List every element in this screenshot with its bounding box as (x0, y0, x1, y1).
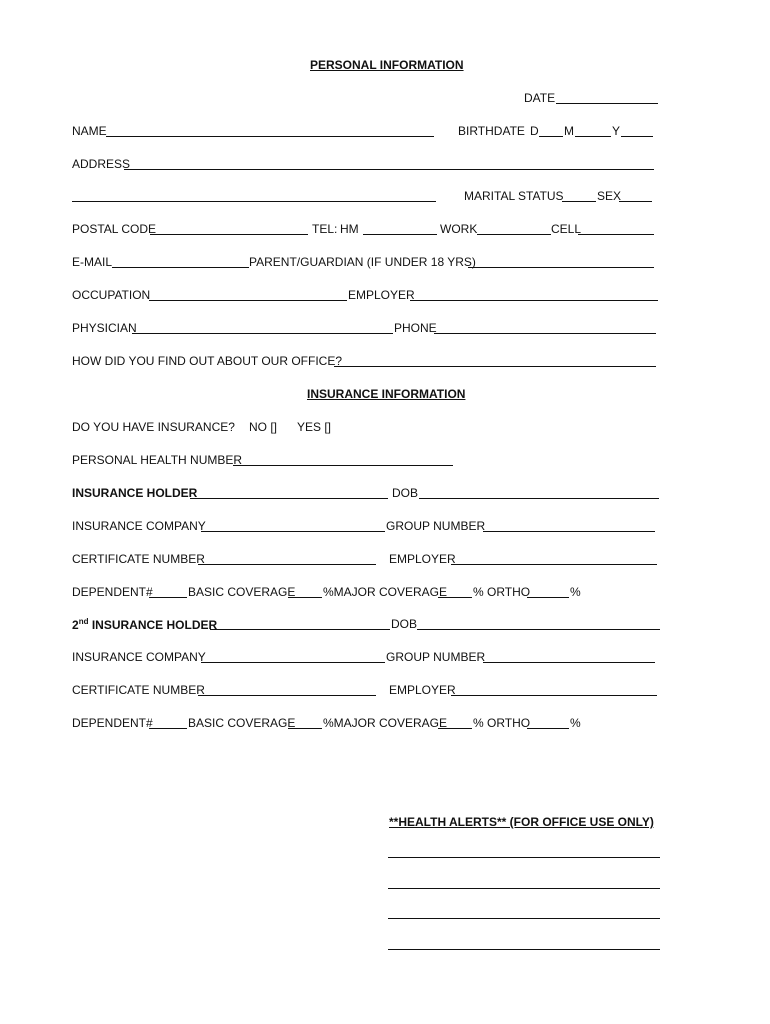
company1-label: INSURANCE COMPANY (72, 519, 206, 533)
address-label: ADDRESS (72, 157, 131, 171)
birthdate-label: BIRTHDATE (458, 124, 525, 138)
holder2-label-text: INSURANCE HOLDER (91, 618, 218, 632)
insurance-information-heading: INSURANCE INFORMATION (307, 387, 466, 401)
email-row (72, 255, 660, 273)
referral-label: HOW DID YOU FIND OUT ABOUT OUR OFFICE? (72, 354, 343, 368)
ortho1-percent: % (570, 585, 581, 599)
company1-field[interactable] (201, 519, 385, 532)
dependent2-field[interactable] (149, 716, 187, 729)
company2-field[interactable] (201, 650, 385, 663)
phone-label: PHONE (394, 321, 437, 335)
phn-row (72, 453, 660, 471)
ortho2-percent: % (570, 716, 581, 730)
sex-label: SEX (597, 189, 622, 203)
dependent1-label: DEPENDENT# (72, 585, 153, 599)
holder2-field[interactable] (210, 617, 390, 630)
physician-field[interactable] (132, 321, 393, 334)
insurance-no-checkbox[interactable]: NO [] (249, 420, 278, 434)
occupation-label: OCCUPATION (72, 288, 151, 302)
company2-row (72, 650, 660, 668)
employer2-field[interactable] (451, 683, 657, 696)
birth-month-label: M (564, 124, 574, 138)
postal-code-label: POSTAL CODE (72, 222, 157, 236)
holder2-dob-field[interactable] (417, 617, 660, 630)
tel-home-label: HM (340, 222, 359, 236)
address-row (72, 157, 660, 175)
health-alerts-heading: **HEALTH ALERTS** (FOR OFFICE USE ONLY) (389, 815, 654, 829)
coverage1-row (72, 585, 660, 603)
marital-status-field[interactable] (562, 189, 596, 202)
health-alert-line-3[interactable] (388, 918, 660, 919)
group1-field[interactable] (483, 519, 655, 532)
holder1-dob-field[interactable] (419, 486, 659, 499)
phone-field[interactable] (434, 321, 656, 334)
address-line2-field[interactable] (72, 189, 436, 202)
major1-label: %MAJOR COVERAGE (323, 585, 448, 599)
birth-year-field[interactable] (621, 124, 653, 137)
holder2-label (72, 617, 217, 632)
phn-field[interactable] (233, 453, 453, 466)
certificate1-row (72, 552, 660, 570)
physician-row (72, 321, 660, 339)
tel-cell-field[interactable] (578, 222, 654, 235)
physician-label: PHYSICIAN (72, 321, 137, 335)
employer-label: EMPLOYER (348, 288, 415, 302)
referral-field[interactable] (334, 354, 656, 367)
have-insurance-label: DO YOU HAVE INSURANCE? (72, 420, 235, 434)
health-alert-line-2[interactable] (388, 888, 660, 889)
employer-field[interactable] (410, 288, 658, 301)
ortho2-label: % ORTHO (473, 716, 531, 730)
basic2-label: BASIC COVERAGE (188, 716, 296, 730)
address-line2-row (72, 189, 660, 207)
certificate2-label: CERTIFICATE NUMBER (72, 683, 205, 697)
certificate2-field[interactable] (198, 683, 376, 696)
birth-day-field[interactable] (539, 124, 563, 137)
postal-tel-row (72, 222, 660, 240)
birth-day-label: D (530, 124, 539, 138)
email-label: E-MAIL (72, 255, 113, 269)
name-field[interactable] (106, 124, 434, 137)
certificate1-field[interactable] (198, 552, 376, 565)
ortho2-field[interactable] (527, 716, 569, 729)
tel-work-label: WORK (440, 222, 478, 236)
major2-label: %MAJOR COVERAGE (323, 716, 448, 730)
name-row (72, 124, 660, 142)
basic1-label: BASIC COVERAGE (188, 585, 296, 599)
holder1-label: INSURANCE HOLDER (72, 486, 198, 500)
ortho1-field[interactable] (527, 585, 569, 598)
date-row (72, 91, 660, 109)
tel-label: TEL: (312, 222, 338, 236)
tel-cell-label: CELL (551, 222, 582, 236)
postal-code-field[interactable] (150, 222, 308, 235)
basic2-field[interactable] (288, 716, 322, 729)
company1-row (72, 519, 660, 537)
basic1-field[interactable] (288, 585, 322, 598)
phn-label: PERSONAL HEALTH NUMBER (72, 453, 243, 467)
name-label: NAME (72, 124, 107, 138)
email-field[interactable] (112, 255, 249, 268)
group2-label: GROUP NUMBER (386, 650, 486, 664)
certificate2-row (72, 683, 660, 701)
employer2-label: EMPLOYER (389, 683, 456, 697)
tel-home-field[interactable] (363, 222, 437, 235)
holder1-dob-label: DOB (392, 486, 419, 500)
holder2-number: 2 (72, 618, 79, 632)
holder2-dob-label: DOB (391, 617, 418, 631)
health-alert-line-1[interactable] (388, 857, 660, 858)
holder2-row (72, 617, 660, 635)
date-label: DATE (524, 91, 556, 105)
major2-field[interactable] (438, 716, 472, 729)
holder2-ordinal: nd (78, 617, 89, 626)
insurance-yes-checkbox[interactable]: YES [] (297, 420, 332, 434)
occupation-row (72, 288, 660, 306)
certificate1-label: CERTIFICATE NUMBER (72, 552, 205, 566)
sex-field[interactable] (619, 189, 652, 202)
health-alert-line-4[interactable] (388, 949, 660, 950)
coverage2-row (72, 716, 660, 734)
date-field[interactable] (556, 91, 658, 104)
group2-field[interactable] (483, 650, 655, 663)
birth-month-field[interactable] (575, 124, 611, 137)
group1-label: GROUP NUMBER (386, 519, 486, 533)
major1-field[interactable] (438, 585, 472, 598)
occupation-field[interactable] (149, 288, 347, 301)
employer1-label: EMPLOYER (389, 552, 456, 566)
personal-information-heading: PERSONAL INFORMATION (310, 58, 464, 72)
holder1-row (72, 486, 660, 504)
guardian-label: PARENT/GUARDIAN (IF UNDER 18 YRS) (249, 255, 476, 269)
ortho1-label: % ORTHO (473, 585, 531, 599)
employer1-field[interactable] (451, 552, 657, 565)
dependent2-label: DEPENDENT# (72, 716, 153, 730)
guardian-field[interactable] (468, 255, 654, 268)
have-insurance-row (72, 420, 660, 438)
company2-label: INSURANCE COMPANY (72, 650, 206, 664)
holder1-field[interactable] (190, 486, 388, 499)
marital-status-label: MARITAL STATUS (464, 189, 564, 203)
address-field[interactable] (124, 157, 654, 170)
tel-work-field[interactable] (477, 222, 551, 235)
dependent1-field[interactable] (149, 585, 187, 598)
referral-row (72, 354, 660, 372)
birth-year-label: Y (612, 124, 621, 138)
